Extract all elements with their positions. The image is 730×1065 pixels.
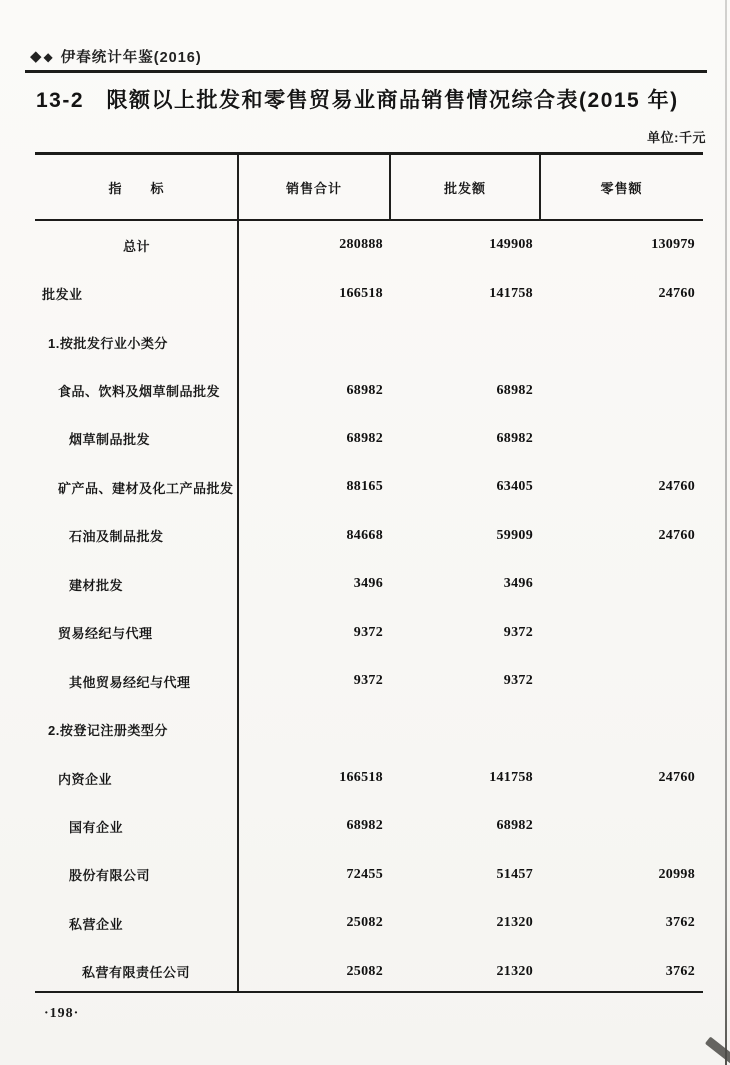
row-label: 私营企业: [69, 916, 124, 932]
stub-divider-line: [237, 155, 239, 991]
table-row: [35, 463, 703, 511]
cell-sales_total: 88165: [346, 479, 383, 495]
cell-wholesale: 9372: [503, 624, 533, 640]
row-label: 贸易经纪与代理: [58, 626, 153, 642]
cell-wholesale: 149908: [489, 237, 533, 253]
cell-wholesale: 59909: [496, 527, 533, 543]
row-label: 私营有限责任公司: [82, 965, 191, 981]
cell-sales_total: 25082: [346, 963, 383, 979]
cell-retail: 3762: [665, 963, 695, 979]
cell-wholesale: 141758: [489, 770, 533, 786]
cell-wholesale: 3496: [503, 576, 533, 592]
cell-retail: 24760: [658, 479, 695, 495]
cell-sales_total: 84668: [346, 527, 383, 543]
cell-retail: 24760: [658, 527, 695, 543]
table-row: [35, 948, 703, 996]
table-row: [35, 657, 703, 705]
cell-sales_total: 3496: [353, 576, 383, 592]
cell-retail: 24760: [658, 285, 695, 301]
cell-wholesale: 68982: [496, 382, 533, 398]
scan-edge-artifact: [725, 0, 727, 1065]
cell-wholesale: 68982: [496, 818, 533, 834]
table-row: [35, 512, 703, 560]
cell-retail: 24760: [658, 770, 695, 786]
row-label: 建材批发: [69, 577, 124, 593]
header-divider-line: [539, 155, 541, 221]
table-body: [35, 221, 703, 996]
row-label: 总计: [122, 238, 150, 254]
row-label: 1.按批发行业小类分: [48, 335, 168, 351]
row-label: 食品、饮料及烟草制品批发: [58, 384, 221, 400]
row-label: 烟草制品批发: [69, 432, 151, 448]
page-number: ·198·: [44, 1006, 80, 1021]
unit-label: 单位:千元: [647, 130, 706, 145]
cell-sales_total: 68982: [346, 382, 383, 398]
diamond-icon: ◆: [43, 49, 54, 64]
cell-retail: 20998: [658, 866, 695, 882]
cell-sales_total: 280888: [339, 237, 383, 253]
table-row: [35, 802, 703, 850]
cell-sales_total: 166518: [339, 770, 383, 786]
cell-wholesale: 141758: [489, 285, 533, 301]
column-header-retail: 零售额: [600, 180, 643, 196]
table-row: [35, 851, 703, 899]
row-label: 矿产品、建材及化工产品批发: [58, 480, 234, 496]
column-header-sales-total: 销售合计: [285, 180, 342, 196]
cell-wholesale: 63405: [496, 479, 533, 495]
header-rule: [25, 70, 707, 73]
table-row: [35, 221, 703, 269]
cell-sales_total: 9372: [353, 624, 383, 640]
page-header: [30, 46, 202, 67]
cell-retail: 130979: [651, 237, 695, 253]
yearbook-title: 伊春统计年鉴(2016): [60, 50, 202, 66]
row-label: 2.按登记注册类型分: [48, 723, 168, 739]
table-row: [35, 754, 703, 802]
row-label: 国有企业: [69, 819, 124, 835]
table-header: [35, 155, 703, 221]
cell-wholesale: 9372: [503, 673, 533, 689]
table-row: [35, 609, 703, 657]
cell-sales_total: 9372: [353, 673, 383, 689]
table-row: [35, 269, 703, 317]
cell-wholesale: 68982: [496, 430, 533, 446]
cell-wholesale: 21320: [496, 963, 533, 979]
cell-sales_total: 72455: [346, 866, 383, 882]
row-label: 股份有限公司: [69, 868, 151, 884]
table-row: [35, 318, 703, 366]
cell-sales_total: 68982: [346, 818, 383, 834]
cell-wholesale: 21320: [496, 915, 533, 931]
table-row: [35, 705, 703, 753]
column-header-indicator: 指 标: [108, 180, 165, 196]
row-label: 内资企业: [58, 771, 113, 787]
cell-wholesale: 51457: [496, 866, 533, 882]
cell-retail: 3762: [665, 915, 695, 931]
header-divider-line: [389, 155, 391, 221]
table-row: [35, 560, 703, 608]
cell-sales_total: 166518: [339, 285, 383, 301]
cell-sales_total: 68982: [346, 430, 383, 446]
row-label: 石油及制品批发: [69, 529, 164, 545]
table-row: [35, 366, 703, 414]
table-row: [35, 415, 703, 463]
data-table: [35, 152, 703, 993]
diamond-icon: ◆: [30, 48, 43, 65]
row-label: 批发业: [42, 287, 83, 303]
page-title: 13-2 限额以上批发和零售贸易业商品销售情况综合表(2015 年): [36, 89, 679, 112]
column-header-wholesale: 批发额: [443, 180, 486, 196]
table-row: [35, 899, 703, 947]
row-label: 其他贸易经纪与代理: [69, 674, 191, 690]
cell-sales_total: 25082: [346, 915, 383, 931]
